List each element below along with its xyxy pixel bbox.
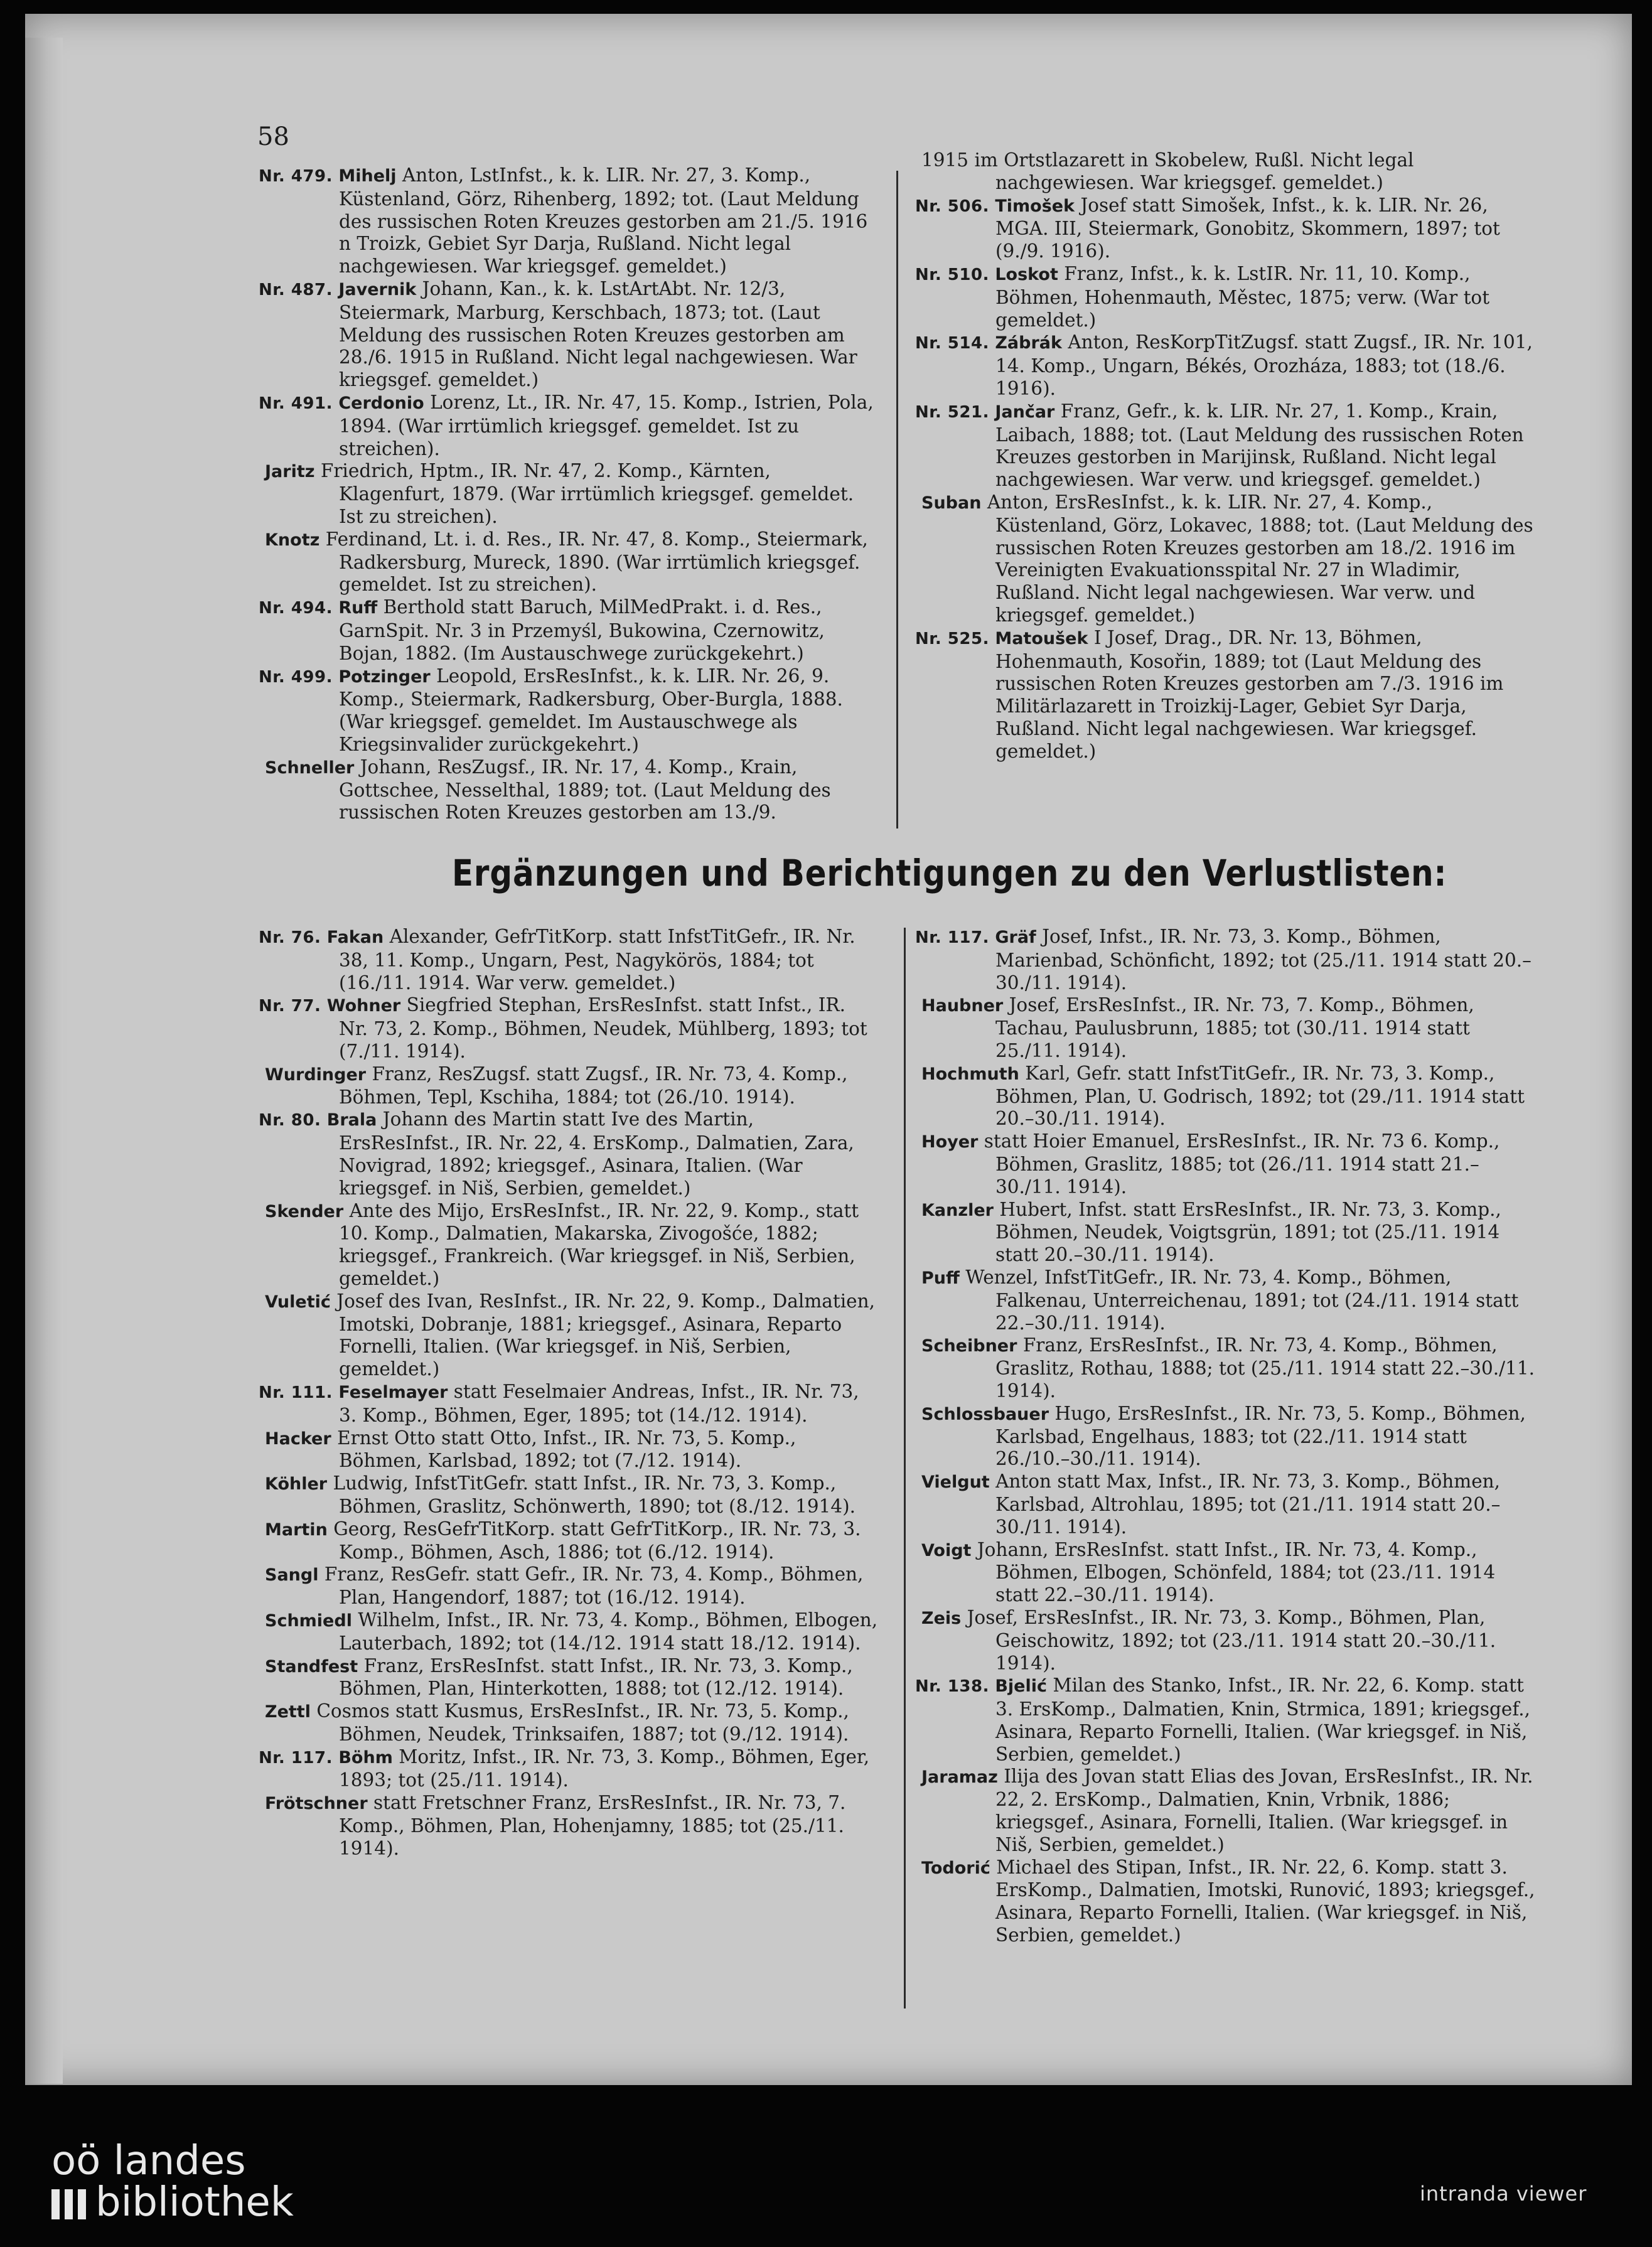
entry-text: statt Fretschner Franz, ErsResInfst., IR. Nr. 73, 7. Komp., Böhmen, Plan, Hohenjamny, 1885; tot (25./11. 1914). bbox=[339, 1792, 846, 1859]
column-bottom-left bbox=[259, 926, 880, 1860]
list-entry bbox=[915, 926, 1540, 994]
logo-line-2-text: bibliothek bbox=[95, 2179, 294, 2226]
entry-number: Nr. 494. bbox=[259, 599, 333, 618]
entry-number: Nr. 80. bbox=[259, 1111, 321, 1130]
list-entry bbox=[915, 491, 1540, 627]
list-entry bbox=[259, 278, 880, 392]
list-entry bbox=[259, 1700, 880, 1746]
entry-number: Nr. 499. bbox=[259, 667, 333, 687]
entry-number: Nr. 77. bbox=[259, 997, 321, 1016]
entry-surname: Martin bbox=[265, 1520, 328, 1540]
entry-surname: Kanzler bbox=[921, 1200, 994, 1220]
entry-text: Leopold, ErsResInfst., k. k. LIR. Nr. 26, 9. Komp., Steiermark, Radkersburg, Ober-Burgla, 1888. (War kriegsgef. gemeldet. Im Austauschwege als Kriegsinvalider zurückgekehrt.) bbox=[339, 665, 843, 755]
column-top-right bbox=[915, 149, 1540, 763]
entry-text: Franz, Infst., k. k. LstIR. Nr. 11, 10. Komp., Böhmen, Hohenmauth, Městec, 1875; verw. (War tot gemeldet.) bbox=[995, 262, 1490, 331]
entry-surname: Jančar bbox=[995, 402, 1055, 422]
list-entry bbox=[915, 1063, 1540, 1130]
entry-surname: Feselmayer bbox=[338, 1382, 448, 1402]
entry-text: Josef, ErsResInfst., IR. Nr. 73, 3. Komp., Böhmen, Plan, Geischowitz, 1892; tot (23./11. 1914 statt 20.–30./11. 1914). bbox=[967, 1606, 1496, 1674]
entry-text: Johann des Martin statt Ive des Martin, ErsResInfst., IR. Nr. 22, 4. ErsKomp., Dalmatien, Zara, Novigrad, 1892; kriegsgef., Asinara, Italien. (War kriegsgef. in Niš, Serbien, gemeldet.) bbox=[339, 1108, 854, 1199]
entry-number: Nr. 510. bbox=[915, 265, 989, 284]
entry-text: Alexander, GefrTitKorp. statt InfstTitGefr., IR. Nr. 38, 11. Komp., Ungarn, Pest, Nagykörös, 1884; tot (16./11. 1914. War verw. gemeldet.) bbox=[339, 926, 856, 994]
entry-text: Michael des Stipan, Infst., IR. Nr. 22, 6. Komp. statt 3. ErsKomp., Dalmatien, Imotski, Runović, 1893; kriegsgef., Asinara, Reparto Fornelli, Italien. (War kriegsgef. in Niš, Serbien, gemeldet.) bbox=[995, 1856, 1535, 1946]
list-entry bbox=[915, 331, 1540, 400]
list-entry bbox=[259, 1563, 880, 1609]
page-number: 58 bbox=[257, 122, 289, 151]
list-entry bbox=[259, 1746, 880, 1793]
list-entry bbox=[915, 263, 1540, 331]
page-edge bbox=[25, 38, 63, 2084]
logo-line-1: oö landes bbox=[51, 2138, 246, 2184]
entry-surname: Jaramaz bbox=[921, 1767, 998, 1788]
entry-surname: Zeis bbox=[921, 1608, 962, 1628]
entry-number: Nr. 487. bbox=[259, 280, 333, 299]
entry-number: Nr. 506. bbox=[915, 196, 989, 216]
list-entry bbox=[915, 1766, 1540, 1856]
entry-surname: Potzinger bbox=[338, 667, 431, 687]
entry-surname: Vuletić bbox=[265, 1292, 331, 1312]
entry-text: Friedrich, Hptm., IR. Nr. 47, 2. Komp., Kärnten, Klagenfurt, 1879. (War irrtümlich kriegsgef. gemeldet. Ist zu streichen). bbox=[320, 460, 854, 527]
list-entry bbox=[259, 1108, 880, 1199]
entry-number: Nr. 521. bbox=[915, 402, 989, 422]
entry-surname: Hacker bbox=[265, 1429, 331, 1449]
entry-number: Nr. 111. bbox=[259, 1383, 333, 1402]
column-bottom-right bbox=[915, 926, 1540, 1947]
list-entry bbox=[915, 400, 1540, 491]
list-entry bbox=[915, 994, 1540, 1062]
entry-text: Wilhelm, Infst., IR. Nr. 73, 4. Komp., Böhmen, Elbogen, Lauterbach, 1892; tot (14./12. 1914 statt 18./12. 1914). bbox=[339, 1609, 878, 1654]
entry-surname: Zettl bbox=[265, 1702, 311, 1722]
entry-surname: Voigt bbox=[921, 1540, 972, 1560]
column-top-left bbox=[259, 164, 880, 824]
entry-surname: Wurdinger bbox=[265, 1065, 367, 1085]
entry-surname: Böhm bbox=[338, 1747, 393, 1767]
entry-surname: Zábrák bbox=[995, 333, 1062, 353]
entry-text: Karl, Gefr. statt InfstTitGefr., IR. Nr. 73, 3. Komp., Böhmen, Plan, U. Godrisch, 1892; tot (29./11. 1914 statt 20.–30./11. 1914). bbox=[995, 1062, 1525, 1130]
entry-surname: Wohner bbox=[326, 996, 401, 1016]
entry-surname: Sangl bbox=[265, 1565, 319, 1585]
entry-number: Nr. 479. bbox=[259, 167, 333, 186]
entry-surname: Hochmuth bbox=[921, 1064, 1019, 1084]
entry-text: Moritz, Infst., IR. Nr. 73, 3. Komp., Böhmen, Eger, 1893; tot (25./11. 1914). bbox=[339, 1746, 870, 1791]
entry-surname: Standfest bbox=[265, 1656, 358, 1676]
entry-text: Ilija des Jovan statt Elias des Jovan, ErsResInfst., IR. Nr. 22, 2. ErsKomp., Dalmatien, Knin, Vrbnik, 1886; kriegsgef., Asinara, Fornelli, Italien. (War kriegsgef. in Niš, Serbien, gemeldet.) bbox=[995, 1766, 1533, 1855]
list-entry bbox=[915, 149, 1540, 195]
entry-text: Wenzel, InfstTitGefr., IR. Nr. 73, 4. Komp., Böhmen, Falkenau, Unterreichenau, 1891; tot (24./11. 1914 statt 22.–30./11. 1914). bbox=[965, 1266, 1519, 1334]
entry-surname: Schneller bbox=[265, 758, 355, 778]
entry-text: Anton, ErsResInfst., k. k. LIR. Nr. 27, 4. Komp., Küstenland, Görz, Lokavec, 1888; tot. (Laut Meldung des russischen Roten Kreuzes gestorben am 18./2. 1916 im Vereinigten Evakuationsspital Nr. 27 in Wladimir, Rußland. Nicht legal nachgewiesen. War verw. und kriegsgef. gemeldet.) bbox=[987, 491, 1533, 626]
entry-surname: Schmiedl bbox=[265, 1611, 352, 1631]
entry-number: Nr. 117. bbox=[915, 928, 989, 947]
list-entry bbox=[915, 1403, 1540, 1471]
entry-text: Berthold statt Baruch, MilMedPrakt. i. d. Res., GarnSpit. Nr. 3 in Przemyśl, Bukowina, Czernowitz, Bojan, 1882. (Im Austauschwege zurückgekehrt.) bbox=[339, 596, 825, 664]
list-entry bbox=[259, 1427, 880, 1473]
entry-text: Hugo, ErsResInfst., IR. Nr. 73, 5. Komp., Böhmen, Karlsbad, Engelhaus, 1883; tot (22./11. 1914 statt 26./10.–30./11. 1914). bbox=[995, 1402, 1526, 1470]
entry-text: Josef des Ivan, ResInfst., IR. Nr. 22, 9. Komp., Dalmatien, Imotski, Dobranje, 1881; kriegsgef., Asinara, Reparto Fornelli, Italien. (War kriegsgef. in Niš, Serbien, gemeldet.) bbox=[336, 1290, 875, 1380]
entry-surname: Matoušek bbox=[995, 628, 1088, 648]
entry-text: Ernst Otto statt Otto, Infst., IR. Nr. 73, 5. Komp., Böhmen, Karlsbad, 1892; tot (7./12. 1914). bbox=[337, 1427, 796, 1472]
list-entry bbox=[259, 665, 880, 756]
logo-line-2 bbox=[51, 2179, 294, 2226]
list-entry bbox=[259, 164, 880, 278]
list-entry bbox=[915, 1267, 1540, 1334]
entry-text: Anton statt Max, Infst., IR. Nr. 73, 3. Komp., Böhmen, Karlsbad, Altrohlau, 1895; tot (21./11. 1914 statt 20.–30./11. 1914). bbox=[995, 1471, 1501, 1538]
entry-text: 1915 im Ortstlazarett in Skobelew, Rußl. Nicht legal nachgewiesen. War kriegsgef. gemeldet.) bbox=[921, 149, 1414, 193]
list-entry bbox=[915, 1199, 1540, 1267]
entry-number: Nr. 138. bbox=[915, 1677, 989, 1697]
entry-text: Anton, LstInfst., k. k. LIR. Nr. 27, 3. Komp., Küstenland, Görz, Rihenberg, 1892; tot. (Laut Meldung des russischen Roten Kreuzes gestorben am 21./5. 1916 n Troizk, Gebiet Syr Darja, Rußland. Nicht legal nachgewiesen. War kriegsgef. gemeldet.) bbox=[339, 164, 868, 277]
entry-surname: Gräf bbox=[995, 928, 1036, 947]
section-heading: Ergänzungen und Berichtigungen zu den Verlustlisten: bbox=[452, 852, 1447, 894]
entry-text: Franz, ResZugsf. statt Zugsf., IR. Nr. 73, 4. Komp., Böhmen, Tepl, Kschiha, 1884; tot (26./10. 1914). bbox=[339, 1063, 848, 1108]
list-entry bbox=[915, 1334, 1540, 1402]
entry-text: Johann, ResZugsf., IR. Nr. 17, 4. Komp., Krain, Gottschee, Nesselthal, 1889; tot. (Laut Meldung des russischen Roten Kreuzes gestorben am 13./9. bbox=[339, 756, 831, 823]
entry-text: Josef, ErsResInfst., IR. Nr. 73, 7. Komp., Böhmen, Tachau, Paulusbrunn, 1885; tot (30./11. 1914 statt 25./11. 1914). bbox=[995, 994, 1474, 1061]
list-entry bbox=[259, 1792, 880, 1860]
list-entry bbox=[915, 627, 1540, 763]
entry-text: Hubert, Infst. statt ErsResInfst., IR. Nr. 73, 3. Komp., Böhmen, Neudek, Voigtsgrün, 1891; tot (25./11. 1914 statt 20.–30./11. 1914). bbox=[995, 1198, 1501, 1266]
entry-surname: Cerdonio bbox=[338, 393, 424, 413]
list-entry bbox=[259, 756, 880, 824]
list-entry bbox=[915, 1857, 1540, 1947]
list-entry bbox=[259, 596, 880, 665]
entry-surname: Haubner bbox=[921, 996, 1004, 1016]
entry-text: Ludwig, InfstTitGefr. statt Infst., IR. Nr. 73, 3. Komp., Böhmen, Graslitz, Schönwerth, 1890; tot (8./12. 1914). bbox=[333, 1472, 856, 1517]
list-entry bbox=[259, 460, 880, 528]
entry-text: statt Hoier Emanuel, ErsResInfst., IR. Nr. 73 6. Komp., Böhmen, Graslitz, 1885; tot (26./11. 1914 statt 21.–30./11. 1914). bbox=[984, 1130, 1500, 1198]
list-entry bbox=[259, 528, 880, 596]
list-entry bbox=[259, 1609, 880, 1655]
entry-text: Anton, ResKorpTitZugsf. statt Zugsf., IR. Nr. 101, 14. Komp., Ungarn, Békés, Orozháza, 1883; tot (18./6. 1916). bbox=[995, 331, 1533, 399]
list-entry bbox=[259, 1472, 880, 1518]
entry-surname: Jaritz bbox=[265, 462, 315, 482]
list-entry bbox=[259, 1290, 880, 1381]
entry-surname: Vielgut bbox=[921, 1472, 990, 1493]
entry-text: Ferdinand, Lt. i. d. Res., IR. Nr. 47, 8. Komp., Steiermark, Radkersburg, Mureck, 1890. (War irrtümlich kriegsgef. gemeldet. Ist zu streichen). bbox=[325, 528, 868, 596]
list-entry bbox=[259, 1063, 880, 1109]
entry-number: Nr. 491. bbox=[259, 394, 333, 413]
entry-surname: Suban bbox=[921, 493, 982, 513]
entry-number: Nr. 514. bbox=[915, 334, 989, 353]
list-entry bbox=[259, 1655, 880, 1701]
entry-surname: Javernik bbox=[338, 279, 417, 299]
entry-surname: Hoyer bbox=[921, 1132, 979, 1152]
entry-surname: Todorić bbox=[921, 1858, 990, 1878]
entry-surname: Frötschner bbox=[265, 1794, 368, 1814]
entry-text: I Josef, Drag., DR. Nr. 13, Böhmen, Hohenmauth, Kosořin, 1889; tot (Laut Meldung des russischen Roten Kreuzes gestorben am 7./3. 1916 im Militärlazarett in Troizkij-Lager, Gebiet Syr Darja, Rußland. Nicht legal nachgewiesen. War kriegsgef. gemeldet.) bbox=[995, 626, 1504, 762]
entry-text: Josef, Infst., IR. Nr. 73, 3. Komp., Böhmen, Marienbad, Schönficht, 1892; tot (25./11. 1914 statt 20.–30./11. 1914). bbox=[995, 926, 1531, 994]
library-logo[interactable] bbox=[51, 2138, 294, 2226]
entry-text: Cosmos statt Kusmus, ErsResInfst., IR. Nr. 73, 5. Komp., Böhmen, Neudek, Trinksaifen, 1887; tot (9./12. 1914). bbox=[316, 1700, 849, 1745]
entry-surname: Bjelić bbox=[995, 1676, 1048, 1697]
list-entry bbox=[259, 1518, 880, 1564]
list-entry bbox=[259, 392, 880, 460]
entry-surname: Loskot bbox=[995, 264, 1058, 284]
list-entry bbox=[915, 1130, 1540, 1198]
entry-surname: Knotz bbox=[265, 530, 320, 550]
column-divider bbox=[904, 928, 906, 2008]
list-entry bbox=[915, 195, 1540, 263]
list-entry bbox=[915, 1607, 1540, 1675]
entry-text: Josef statt Simošek, Infst., k. k. LIR. Nr. 26, MGA. III, Steiermark, Gonobitz, Skommern, 1897; tot (9./9. 1916). bbox=[995, 194, 1500, 262]
list-entry bbox=[259, 994, 880, 1063]
list-entry bbox=[915, 1675, 1540, 1766]
entry-surname: Ruff bbox=[338, 598, 378, 618]
list-entry bbox=[259, 1381, 880, 1427]
entry-surname: Fakan bbox=[326, 928, 384, 947]
entry-text: Lorenz, Lt., IR. Nr. 47, 15. Komp., Istrien, Pola, 1894. (War irrtümlich kriegsgef. gemeldet. Ist zu streichen). bbox=[339, 391, 874, 459]
entry-number: Nr. 525. bbox=[915, 629, 989, 648]
list-entry bbox=[915, 1471, 1540, 1538]
column-divider bbox=[896, 171, 898, 829]
list-entry bbox=[915, 1539, 1540, 1607]
entry-surname: Skender bbox=[265, 1201, 344, 1221]
viewer-brand-label[interactable]: intranda viewer bbox=[1420, 2182, 1587, 2206]
entry-text: Franz, ErsResInfst. statt Infst., IR. Nr. 73, 3. Komp., Böhmen, Plan, Hinterkotten, 1888; tot (12./12. 1914). bbox=[339, 1654, 853, 1700]
entry-text: statt Feselmaier Andreas, Infst., IR. Nr. 73, 3. Komp., Böhmen, Eger, 1895; tot (14./12. 1914). bbox=[339, 1380, 859, 1426]
entry-surname: Timošek bbox=[995, 196, 1075, 216]
entry-surname: Brala bbox=[326, 1110, 377, 1130]
entry-surname: Köhler bbox=[265, 1474, 328, 1494]
list-entry bbox=[259, 1200, 880, 1290]
entry-surname: Puff bbox=[921, 1268, 960, 1288]
entry-text: Johann, ErsResInfst. statt Infst., IR. Nr. 73, 4. Komp., Böhmen, Elbogen, Schönfeld, 1884; tot (23./11. 1914 statt 22.–30./11. 1914). bbox=[977, 1538, 1496, 1606]
list-entry bbox=[259, 926, 880, 994]
entry-number: Nr. 76. bbox=[259, 928, 321, 947]
logo-bars-icon bbox=[51, 2189, 89, 2219]
entry-surname: Scheibner bbox=[921, 1336, 1017, 1356]
entry-text: Franz, ResGefr. statt Gefr., IR. Nr. 73, 4. Komp., Böhmen, Plan, Hangendorf, 1887; tot (16./12. 1914). bbox=[324, 1563, 864, 1609]
entry-number: Nr. 117. bbox=[259, 1748, 333, 1767]
entry-text: Georg, ResGefrTitKorp. statt GefrTitKorp., IR. Nr. 73, 3. Komp., Böhmen, Asch, 1886; tot (6./12. 1914). bbox=[333, 1518, 861, 1563]
entry-text: Siegfried Stephan, ErsResInfst. statt Infst., IR. Nr. 73, 2. Komp., Böhmen, Neudek, Mühlberg, 1893; tot (7./11. 1914). bbox=[339, 994, 867, 1062]
entry-text: Franz, Gefr., k. k. LIR. Nr. 27, 1. Komp., Krain, Laibach, 1888; tot. (Laut Meldung des russischen Roten Kreuzes gestorben in Marijinsk, Rußland. Nicht legal nachgewiesen. War verw. und kriegsgef. gemeldet.) bbox=[995, 400, 1524, 491]
entry-text: Franz, ErsResInfst., IR. Nr. 73, 4. Komp., Böhmen, Graslitz, Rothau, 1888; tot (25./11. 1914 statt 22.–30./11. 1914). bbox=[995, 1334, 1535, 1402]
entry-surname: Schlossbauer bbox=[921, 1404, 1049, 1424]
entry-surname: Mihelj bbox=[338, 166, 397, 186]
entry-text: Johann, Kan., k. k. LstArtAbt. Nr. 12/3, Steiermark, Marburg, Kerschbach, 1873; tot. (Laut Meldung des russischen Roten Kreuzes gestorben am 28./6. 1915 in Rußland. Nicht legal nachgewiesen. War kriegsgef. gemeldet.) bbox=[339, 277, 857, 391]
entry-text: Ante des Mijo, ErsResInfst., IR. Nr. 22, 9. Komp., statt 10. Komp., Dalmatien, Makarska, Zivogošće, 1882; kriegsgef., Frankreich. (War kriegsgef. in Niš, Serbien, gemeldet.) bbox=[339, 1199, 859, 1289]
entry-text: Milan des Stanko, Infst., IR. Nr. 22, 6. Komp. statt 3. ErsKomp., Dalmatien, Knin, Strmica, 1891; kriegsgef., Asinara, Reparto Fornelli, Italien. (War kriegsgef. in Niš, Serbien, gemeldet.) bbox=[995, 1675, 1530, 1765]
